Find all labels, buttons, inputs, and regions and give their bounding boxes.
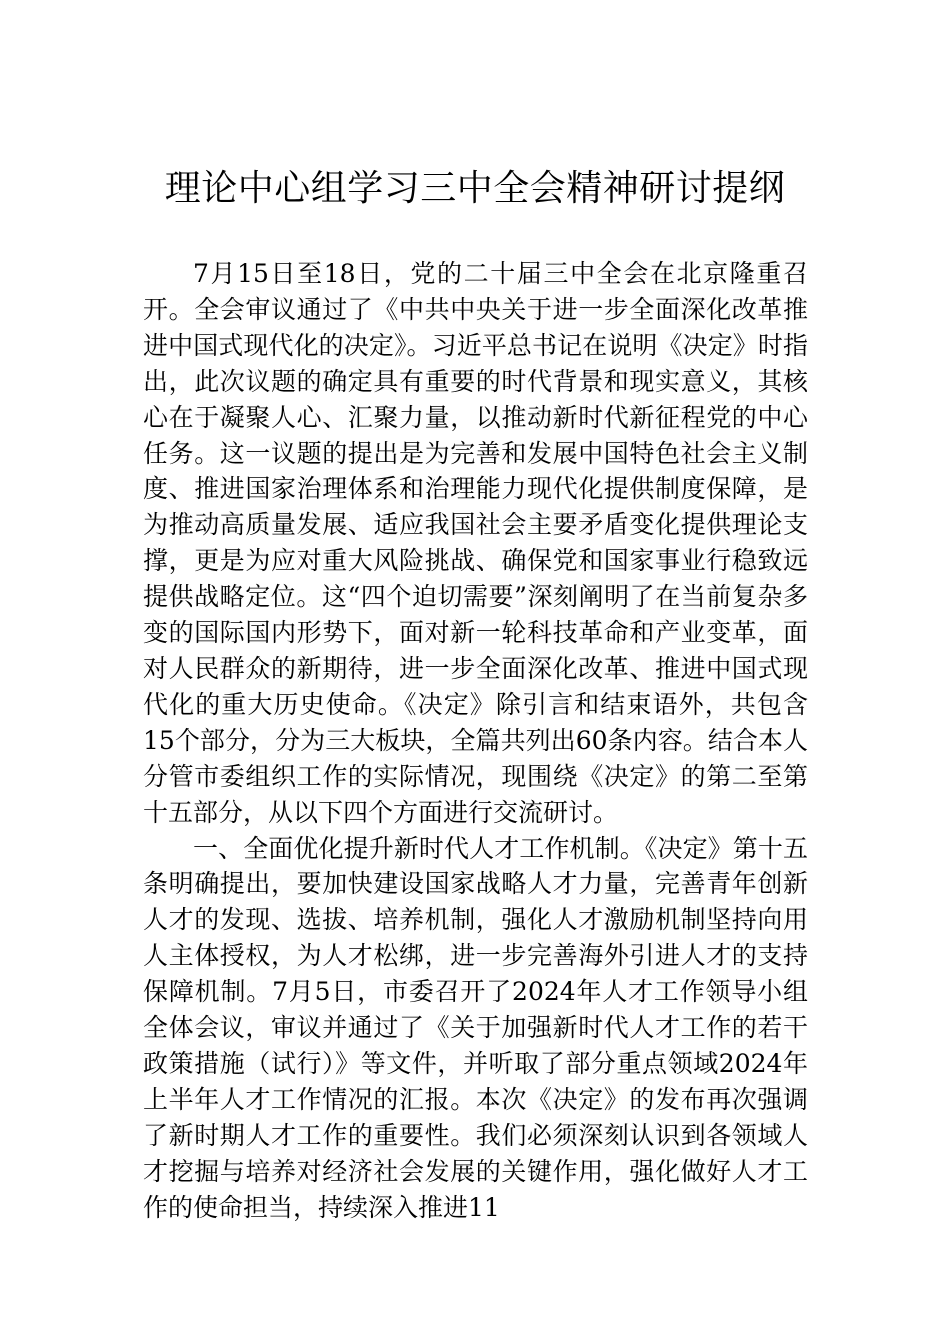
paragraph-section-one: 一、全面优化提升新时代人才工作机制。《决定》第十五条明确提出，要加快建设国家战略人才力量，完善青年创新人才的发现、选拔、培养机制，强化人才激励机制坚持向用人主体授权，为人才松绑，进一步完善海外引进人才的支持保障机制。7月5日，市委召开了2024年人才工作领导小组全体会议，审议并通过了《关于加强新时代人才工作的若干政策措施（试行）》等文件，并听取了部分重点领域2024年上半年人才工作情况的汇报。本次《决定》的发布再次强调了新时期人才工作的重要性。我们必须深刻认识到各领域人才挖掘与培养对经济社会发展的关键作用，强化做好人才工作的使命担当，持续深入推进11 [143,833,808,1222]
document-body [143,256,808,1225]
paragraph-intro: 7月15日至18日，党的二十届三中全会在北京隆重召开。全会审议通过了《中共中央关于进一步全面深化改革推进中国式现代化的决定》。习近平总书记在说明《决定》时指出，此次议题的确定具有重要的时代背景和现实意义，其核心在于凝聚人心、汇聚力量，以推动新时代新征程党的中心任务。这一议题的提出是为完善和发展中国特色社会主义制度、推进国家治理体系和治理能力现代化提供制度保障，是为推动高质量发展、适应我国社会主要矛盾变化提供理论支撑，更是为应对重大风险挑战、确保党和国家事业行稳致远提供战略定位。这“四个迫切需要”深刻阐明了在当前复杂多变的国际国内形势下，面对新一轮科技革命和产业变革，面对人民群众的新期待，进一步全面深化改革、推进中国式现代化的重大历史使命。《决定》除引言和结束语外，共包含15个部分，分为三大板块，全篇共列出60条内容。结合本人分管市委组织工作的实际情况，现围绕《决定》的第二至第十五部分，从以下四个方面进行交流研讨。 [143,259,808,827]
document-title: 理论中心组学习三中全会精神研讨提纲 [164,168,786,209]
